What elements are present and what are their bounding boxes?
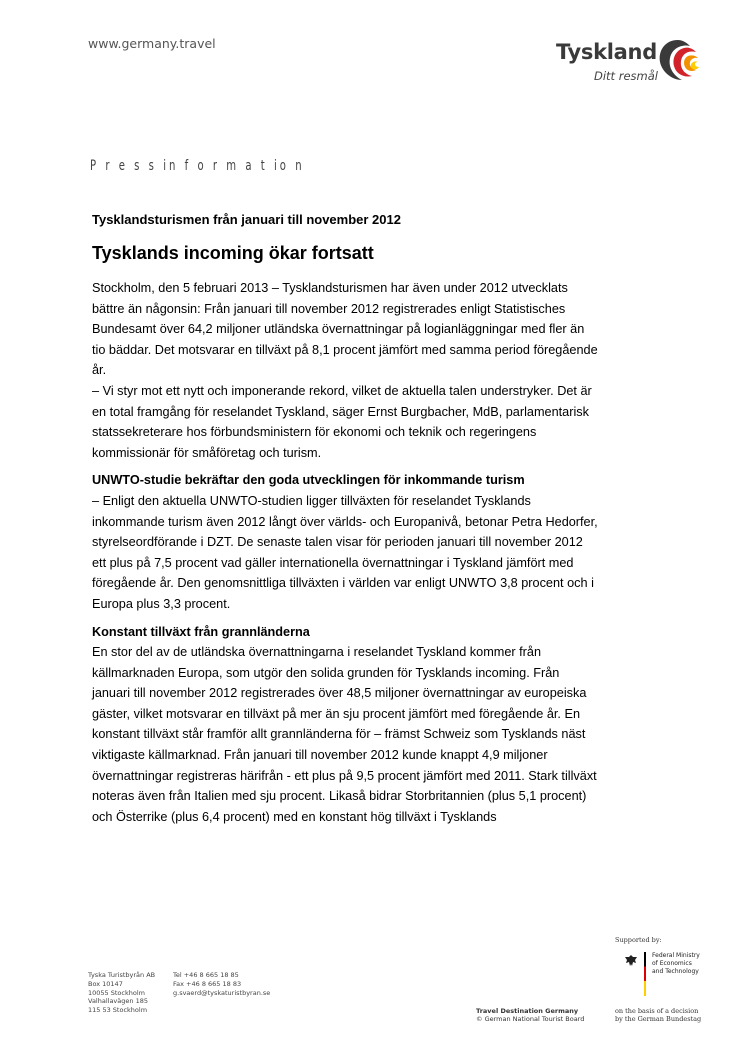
text-line: styrelseordförande i DZT. De senaste talen visar för perioden januari till november 2012	[92, 535, 583, 550]
neighbours-paragraph	[92, 642, 677, 827]
eagle-swirl-icon	[654, 36, 702, 84]
address-line: 115 53 Stockholm	[88, 1006, 148, 1015]
tdg-title: Travel Destination Germany	[476, 1007, 579, 1015]
text-line: övernattningar registreras härifrån - ett plus på 9,5 procent jämfört med 2011. Stark tillväxt	[92, 768, 597, 783]
ministry-line: Federal Ministry	[652, 952, 700, 959]
text-line: tio bäddar. Det motsvarar en tillväxt på 8,1 procent jämfört med samma period föregående	[92, 342, 598, 357]
logo-subtitle: Ditt resmål	[594, 69, 658, 83]
footer-address	[88, 971, 155, 1015]
text-line: en total framgång för reselandet Tyskland, säger Ernst Burgbacher, MdB, parlamentarisk	[92, 404, 589, 419]
ministry-line: and Technology	[652, 968, 699, 975]
address-line: Tyska Turistbyrån AB	[88, 971, 156, 979]
text-line: och Österrike (plus 6,4 procent) med en konstant hög tillväxt i Tysklands	[92, 809, 497, 824]
ministry-name	[652, 952, 700, 976]
text-line: kommissionär för småföretag och turism.	[92, 445, 322, 460]
article-body	[92, 210, 677, 827]
text-line: – Enligt den aktuella UNWTO-studien ligger tillväxten för reselandet Tysklands	[92, 493, 531, 508]
footer-contact	[173, 971, 270, 997]
bundestag-decision	[615, 1007, 701, 1023]
text-line: Europa plus 3,3 procent.	[92, 596, 231, 611]
logo-title: Tyskland	[556, 40, 657, 64]
text-line: viktigaste källmarknad. Från januari till november 2012 kunde knappt 4,9 miljoner	[92, 748, 548, 763]
decision-line: on the basis of a decision	[615, 1007, 699, 1015]
text-line: bättre än någonsin: Från januari till november 2012 registrerades enligt Statistisches	[92, 301, 566, 316]
text-line: noteras även från Italien med sju procent. Likaså bidrar Storbritannien (plus 5,1 procent)	[92, 789, 587, 804]
email-link[interactable]: g.svaerd@tyskaturistbyran.se	[173, 988, 271, 997]
address-line: Box 10147	[88, 979, 123, 988]
section-heading-unwto: UNWTO-studie bekräftar den goda utvecklingen för inkommande turism	[92, 473, 525, 488]
unwto-paragraph	[92, 491, 677, 615]
text-line: Stockholm, den 5 februari 2013 – Tysklandsturismen har även under 2012 utvecklats	[92, 281, 568, 295]
federal-eagle-icon	[624, 954, 638, 968]
text-line: – Vi styr mot ett nytt och imponerande rekord, vilket de aktuella talen understryker. Det är	[92, 383, 592, 398]
text-line: gäster, vilket motsvarar en tillväxt på mer än sju procent jämfört med föregående år. En	[92, 706, 580, 721]
intro-paragraph	[92, 278, 677, 463]
text-line: januari till november 2012 registrerades över 48,5 miljoner övernattningar av europeiska	[92, 686, 587, 701]
text-line: källmarknaden Europa, som utgör den solida grunden för Tysklands incoming. Från	[92, 665, 560, 680]
fax: Fax +46 8 665 18 83	[173, 979, 242, 988]
text-line: En stor del av de utländska övernattningarna i reselandet Tyskland kommer från	[92, 645, 542, 660]
tdg-subtitle: © German National Tourist Board	[476, 1015, 585, 1023]
text-line: inkommande turism även 2012 långt över världs- och Europanivå, betonar Petra Hedorfer,	[92, 514, 598, 529]
text-line: föregående år. Den genomsnittliga tillväxten i världen var enligt UNWTO 3,8 procent och i	[92, 576, 594, 591]
travel-destination-germany	[476, 1007, 584, 1023]
text-line: år.	[92, 363, 107, 378]
article-headline: Tysklands incoming ökar fortsatt	[92, 243, 374, 263]
text-line: konstant tillväxt står framför allt grannländerna för – främst Schweiz som Tysklands näst	[92, 727, 586, 742]
text-line: ett plus på 7,5 procent vad gäller internationella övernattningar i Tyskland jämfört med	[92, 555, 574, 570]
section-heading-neighbours: Konstant tillväxt från grannländerna	[92, 624, 310, 639]
federal-ministry-logo	[620, 952, 720, 1002]
address-line: 10055 Stockholm	[88, 988, 145, 997]
supported-by-label: Supported by:	[615, 936, 662, 944]
text-line: Bundesamt över 64,2 miljoner utländska övernattningar på logianläggningar med fler än	[92, 322, 585, 337]
text-line: statssekreterare hos förbundsministern för ekonomi och teknik och regeringens	[92, 425, 537, 440]
phone: Tel +46 8 665 18 85	[173, 971, 239, 979]
ministry-line: of Economics	[652, 960, 692, 967]
tyskland-logo	[548, 36, 698, 86]
decision-line: by the German Bundestag	[615, 1015, 702, 1023]
press-information-label: P r e s s in f o r m a t io n	[90, 158, 305, 174]
address-line: Valhallavägen 185	[88, 997, 148, 1006]
site-url: www.germany.travel	[88, 36, 216, 51]
article-subhead: Tysklandsturismen från januari till november 2012	[92, 212, 401, 227]
flag-bar	[644, 952, 646, 996]
